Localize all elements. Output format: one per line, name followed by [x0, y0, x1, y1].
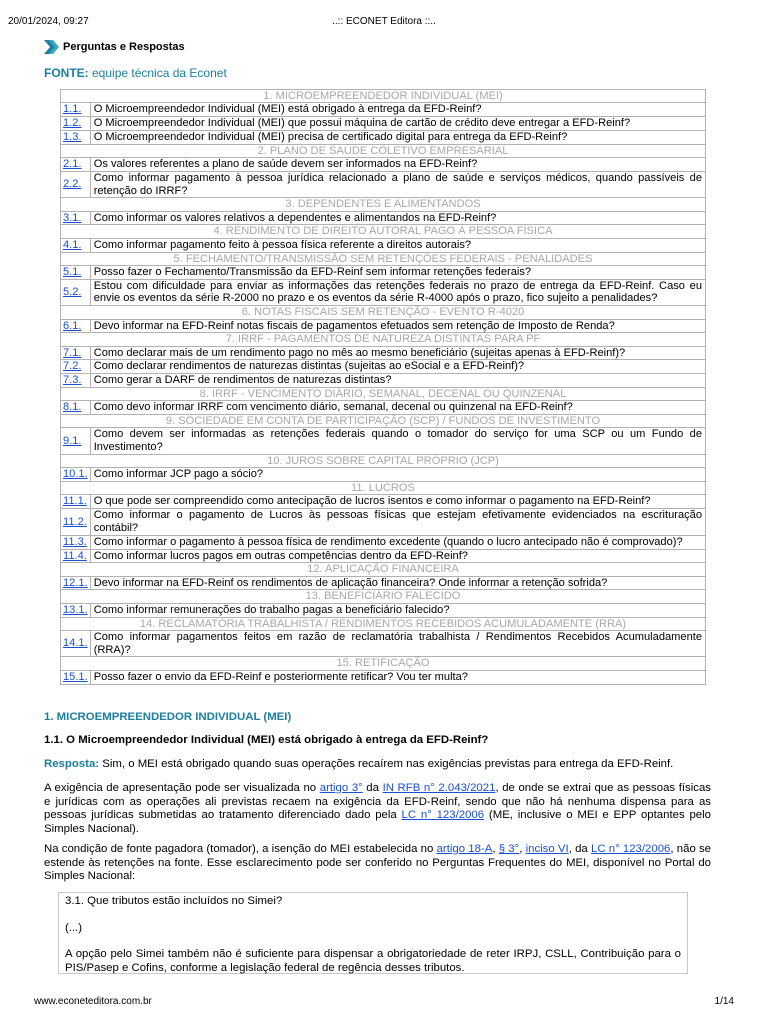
- text-run: , não se estende às retenções na fonte. Esse esclarecimento pode ser conferido no Perguntas Frequentes do MEI, disponível no Portal do Simples Nacional:: [44, 843, 712, 883]
- text-run: (ME, inclusive o MEI e EPP optantes pelo Simples Nacional).: [44, 809, 711, 835]
- toc-item-link[interactable]: 3.1.: [63, 211, 82, 224]
- answer-text: Sim, o MEI está obrigado quando suas operações recaírem nas exigências previstas para entrega da EFD-Reinf.: [99, 758, 674, 770]
- toc-item-question: O Microempreendedor Individual (MEI) está obrigado à entrega da EFD-Reinf?: [90, 103, 705, 117]
- toc-item-question: O Microempreendedor Individual (MEI) precisa de certificado digital para entrega da EFD-Reinf?: [90, 130, 705, 144]
- toc-item-link[interactable]: 6.1.: [63, 319, 82, 332]
- toc-section-row: [61, 333, 706, 346]
- link-paragrafo-3[interactable]: § 3°: [498, 843, 520, 855]
- toc-item-row: [61, 509, 706, 536]
- toc-item-row: [61, 535, 706, 549]
- toc-item-question: Posso fazer o Fechamento/Transmissão da EFD-Reinf sem informar retenções federais?: [90, 265, 705, 279]
- toc-item-number-cell: [61, 576, 91, 590]
- toc-section-heading: 7. IRRF - PAGAMENTOS DE NATUREZA DISTINTAS PARA PF: [61, 333, 706, 346]
- toc-item-row: [61, 319, 706, 333]
- print-datetime: 20/01/2024, 09:27: [8, 16, 89, 27]
- toc-item-row: [61, 468, 706, 482]
- toc-item-link[interactable]: 7.2.: [63, 360, 82, 373]
- toc-item-link[interactable]: 4.1.: [63, 238, 82, 251]
- text-run: da: [362, 782, 383, 794]
- toc-item-row: [61, 238, 706, 252]
- paragraph-withholding: [44, 843, 711, 884]
- toc-item-question: Como informar os valores relativos a dependentes e alimentandos na EFD-Reinf?: [90, 211, 705, 225]
- toc-section-row: [61, 225, 706, 238]
- doc-title: Perguntas e Respostas: [63, 41, 185, 53]
- toc-section-row: [61, 415, 706, 428]
- toc-item-number-cell: [61, 238, 91, 252]
- toc-section-row: [61, 563, 706, 576]
- toc-item-link[interactable]: 5.1.: [63, 265, 82, 278]
- toc-item-question: Devo informar na EFD-Reinf os rendimentos de aplicação financeira? Onde informar a retenção sofrida?: [90, 576, 705, 590]
- toc-item-number-cell: [61, 401, 91, 415]
- toc-item-link[interactable]: 8.1.: [63, 401, 82, 414]
- toc-item-row: [61, 670, 706, 684]
- toc-item-question: Como informar pagamento feito à pessoa física referente a direitos autorais?: [90, 238, 705, 252]
- toc-item-number-cell: [61, 319, 91, 333]
- answer-paragraph: [44, 758, 711, 772]
- text-run: A exigência de apresentação pode ser visualizada no: [44, 782, 320, 794]
- toc-section-row: [61, 144, 706, 157]
- toc-section-heading: 6. NOTAS FISCAIS SEM RETENÇÃO - EVENTO R-4020: [61, 306, 706, 319]
- toc-item-number-cell: [61, 265, 91, 279]
- toc-section-heading: 8. IRRF - VENCIMENTO DIÁRIO, SEMANAL, DECENAL OU QUINZENAL: [61, 388, 706, 401]
- toc-item-link[interactable]: 2.2.: [63, 178, 82, 191]
- toc-section-row: [61, 590, 706, 603]
- link-artigo-18a[interactable]: artigo 18-A: [436, 843, 493, 855]
- toc-item-row: [61, 603, 706, 617]
- toc-item-question: Como informar o pagamento à pessoa física de rendimento excedente (quando o lucro antecipado não é comprovado)?: [90, 535, 705, 549]
- toc-item-link[interactable]: 11.2.: [63, 515, 87, 528]
- toc-section-row: [61, 252, 706, 265]
- toc-item-link[interactable]: 13.1.: [63, 603, 88, 616]
- toc-item-number-cell: [61, 428, 91, 455]
- toc-item-number-cell: [61, 103, 91, 117]
- toc-item-question: Como informar pagamento à pessoa jurídica relacionado a plano de saúde e serviços médicos, quando passíveis de retenção do IRRF?: [90, 171, 705, 198]
- toc-section-heading: 9. SOCIEDADE EM CONTA DE PARTICIPAÇÃO (SCP) / FUNDOS DE INVESTIMENTO: [61, 415, 706, 428]
- source-line: [44, 66, 227, 80]
- toc-section-heading: 10. JUROS SOBRE CAPITAL PRÓPRIO (JCP): [61, 455, 706, 468]
- text-run: Na condição de fonte pagadora (tomador), a isenção do MEI estabelecida no: [44, 843, 437, 855]
- toc-item-question: Devo informar na EFD-Reinf notas fiscais de pagamentos efetuados sem retenção de Imposto de Renda?: [90, 319, 705, 333]
- toc-item-link[interactable]: 1.2.: [63, 117, 82, 130]
- toc-item-number-cell: [61, 509, 91, 536]
- toc-item-number-cell: [61, 670, 91, 684]
- toc-item-link[interactable]: 11.3.: [63, 535, 87, 548]
- doc-header: [44, 40, 185, 54]
- toc-item-row: [61, 576, 706, 590]
- toc-section-heading: 15. RETIFICAÇÃO: [61, 657, 706, 670]
- econet-chevron-icon: [44, 40, 60, 54]
- toc-item-number-cell: [61, 603, 91, 617]
- toc-section-row: [61, 482, 706, 495]
- toc-item-number-cell: [61, 468, 91, 482]
- source-label: FONTE:: [44, 66, 89, 80]
- toc-item-row: [61, 360, 706, 374]
- text-run: ,: [519, 843, 526, 855]
- toc-item-question: Como informar remunerações do trabalho pagas a beneficiário falecido?: [90, 603, 705, 617]
- toc-section-heading: 3. DEPENDENTES E ALIMENTANDOS: [61, 198, 706, 211]
- toc-item-row: [61, 495, 706, 509]
- toc-section-row: [61, 306, 706, 319]
- toc-section-heading: 1. MICROEMPREENDEDOR INDIVIDUAL (MEI): [61, 90, 706, 103]
- toc-item-question: Como informar JCP pago a sócio?: [90, 468, 705, 482]
- question-heading: 1.1. O Microempreendedor Individual (MEI) está obrigado à entrega da EFD-Reinf?: [44, 734, 489, 746]
- toc-item-link[interactable]: 7.3.: [63, 374, 82, 387]
- link-lc-123-b[interactable]: LC n° 123/2006: [590, 843, 671, 855]
- toc-item-row: [61, 130, 706, 144]
- toc-item-link[interactable]: 1.3.: [63, 130, 82, 143]
- page-number: 1/14: [714, 996, 734, 1007]
- site-title: ..:: ECONET Editora ::..: [332, 16, 436, 27]
- toc-section-heading: 5. FECHAMENTO/TRANSMISSÃO SEM RETENÇÕES FEDERAIS - PENALIDADES: [61, 252, 706, 265]
- toc-item-question: Como informar o pagamento de Lucros às pessoas físicas que estejam efetivamente evidenciados na escrituração contábil?: [90, 509, 705, 536]
- toc-section-heading: 11. LUCROS: [61, 482, 706, 495]
- toc-section-heading: 14. RECLAMATÓRIA TRABALHISTA / RENDIMENTOS RECEBIDOS ACUMULADAMENTE (RRA): [61, 617, 706, 630]
- answer-label: Resposta:: [44, 758, 100, 770]
- toc-item-link[interactable]: 14.1.: [63, 637, 88, 650]
- toc-item-link[interactable]: 1.1.: [63, 103, 82, 116]
- toc-item-row: [61, 279, 706, 306]
- toc-item-number-cell: [61, 279, 91, 306]
- toc-section-row: [61, 90, 706, 103]
- text-run: , da: [568, 843, 591, 855]
- toc-item-row: [61, 103, 706, 117]
- toc-item-row: [61, 549, 706, 563]
- paragraph-requirement: [44, 782, 711, 836]
- toc-section-row: [61, 388, 706, 401]
- toc-section-heading: 2. PLANO DE SAÚDE COLETIVO EMPRESARIAL: [61, 144, 706, 157]
- footer-url: www.econeteditora.com.br: [34, 996, 152, 1007]
- toc-item-number-cell: [61, 346, 91, 360]
- toc-section-heading: 13. BENEFICIÁRIO FALECIDO: [61, 590, 706, 603]
- toc-item-number-cell: [61, 535, 91, 549]
- toc-item-number-cell: [61, 495, 91, 509]
- toc-item-number-cell: [61, 360, 91, 374]
- text-run: , de onde se extrai que as pessoas físicas e jurídicas com as operações ali previstas recaem na exigência da EFD-Reinf, sendo que não há nenhuma dispensa para as pessoas jurídicas submetidas ao tratamento diferenciado dado pela: [44, 782, 711, 822]
- toc-section-row: [61, 198, 706, 211]
- toc-item-row: [61, 401, 706, 415]
- text-run: ,: [492, 843, 499, 855]
- toc-item-number-cell: [61, 157, 91, 171]
- table-of-contents: [60, 89, 706, 685]
- toc-item-number-cell: [61, 117, 91, 131]
- toc-item-row: [61, 428, 706, 455]
- toc-item-row: [61, 117, 706, 131]
- toc-section-heading: 4. RENDIMENTO DE DIREITO AUTORAL PAGO À PESSOA FÍSICA: [61, 225, 706, 238]
- toc-section-row: [61, 657, 706, 670]
- toc-item-row: [61, 265, 706, 279]
- toc-section-heading: 12. APLICAÇÃO FINANCEIRA: [61, 563, 706, 576]
- toc-item-row: [61, 630, 706, 657]
- toc-item-row: [61, 346, 706, 360]
- toc-item-question: Como declarar mais de um rendimento pago no mês ao mesmo beneficiário (sujeitas apenas à EFD-Reinf)?: [90, 346, 705, 360]
- toc-item-question: Como gerar a DARF de rendimentos de naturezas distintas?: [90, 374, 705, 388]
- toc-item-number-cell: [61, 630, 91, 657]
- toc-item-number-cell: [61, 549, 91, 563]
- toc-item-number-cell: [61, 171, 91, 198]
- quote-text: A opção pelo Simei também não é suficiente para dispensar a obrigatoriedade de reter IRPJ, CSLL, Contribuição para o PIS/Pasep e Cofins, conforme a legislação federal de regência desses tributos.: [65, 948, 681, 974]
- toc-item-row: [61, 211, 706, 225]
- link-lc-123[interactable]: LC n° 123/2006: [401, 809, 485, 822]
- toc-item-link[interactable]: 12.1.: [63, 576, 88, 589]
- toc-item-number-cell: [61, 374, 91, 388]
- toc-item-row: [61, 157, 706, 171]
- toc-item-question: Como devem ser informadas as retenções federais quando o tomador do serviço for uma SCP ou um Fundo de Investimento?: [90, 428, 705, 455]
- toc-item-question: Estou com dificuldade para enviar as informações das retenções federais no prazo de entrega da EFD-Reinf. Caso eu envie os eventos da série R-2000 no prazo e os eventos da série R-4000 após o prazo, fico sujeito a penalidades?: [90, 279, 705, 306]
- toc-item-question: Posso fazer o envio da EFD-Reinf e posteriormente retificar? Vou ter multa?: [90, 670, 705, 684]
- section-heading: 1. MICROEMPREENDEDOR INDIVIDUAL (MEI): [44, 711, 292, 723]
- toc-section-row: [61, 455, 706, 468]
- toc-item-link[interactable]: 7.1.: [63, 346, 82, 359]
- toc-item-link[interactable]: 10.1.: [63, 468, 88, 481]
- source-value: equipe técnica da Econet: [88, 66, 227, 80]
- toc-item-link[interactable]: 5.2.: [63, 286, 82, 299]
- toc-item-question: Como informar lucros pagos em outras competências dentro da EFD-Reinf?: [90, 549, 705, 563]
- quote-line: 3.1. Que tributos estão incluídos no Simei?: [65, 895, 283, 907]
- link-artigo-3[interactable]: artigo 3°: [319, 782, 363, 794]
- link-in-rfb-2043[interactable]: IN RFB n° 2.043/2021: [382, 782, 496, 794]
- toc-item-row: [61, 171, 706, 198]
- toc-item-link[interactable]: 9.1.: [63, 434, 82, 447]
- quote-box: [58, 892, 688, 974]
- quote-ellipsis: (...): [65, 921, 83, 934]
- toc-item-number-cell: [61, 130, 91, 144]
- toc-item-link[interactable]: 15.1.: [63, 670, 88, 683]
- toc-section-row: [61, 617, 706, 630]
- toc-item-question: Como declarar rendimentos de naturezas distintas (sujeitas ao eSocial e a EFD-Reinf)?: [90, 360, 705, 374]
- toc-item-question: Como informar pagamentos feitos em razão de reclamatória trabalhista / Rendimentos Recebidos Acumuladamente (RRA)?: [90, 630, 705, 657]
- link-inciso-vi[interactable]: inciso VI: [525, 843, 569, 855]
- toc-item-link[interactable]: 11.4.: [63, 549, 87, 562]
- toc-item-row: [61, 374, 706, 388]
- toc-item-question: Como devo informar IRRF com vencimento diário, semanal, decenal ou quinzenal na EFD-Reinf?: [90, 401, 705, 415]
- toc-item-question: O Microempreendedor Individual (MEI) que possui máquina de cartão de crédito deve entregar a EFD-Reinf?: [90, 117, 705, 131]
- toc-item-link[interactable]: 2.1.: [63, 157, 82, 170]
- toc-item-link[interactable]: 11.1.: [63, 495, 87, 508]
- toc-item-number-cell: [61, 211, 91, 225]
- toc-item-question: O que pode ser compreendido como antecipação de lucros isentos e como informar o pagamento na EFD-Reinf?: [90, 495, 705, 509]
- toc-item-question: Os valores referentes a plano de saúde devem ser informados na EFD-Reinf?: [90, 157, 705, 171]
